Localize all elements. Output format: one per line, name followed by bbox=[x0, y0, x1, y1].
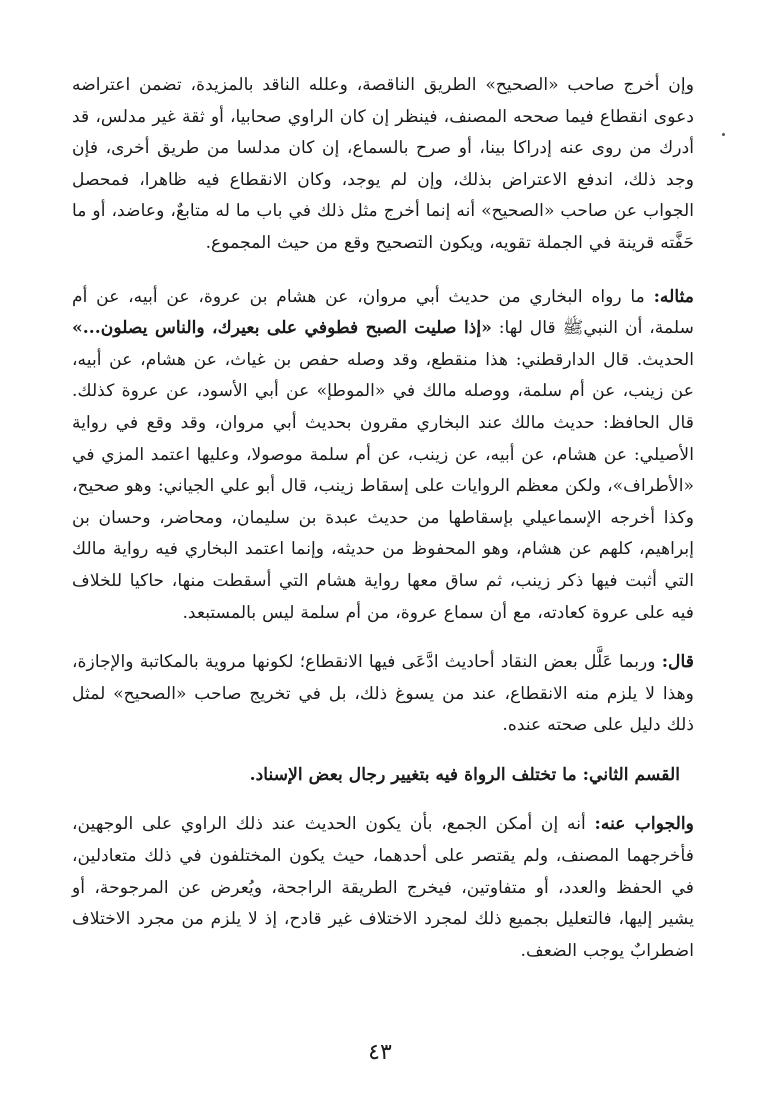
page-body bbox=[72, 70, 694, 967]
answer-label: والجواب عنه: bbox=[594, 814, 694, 835]
paragraph-answer bbox=[72, 809, 694, 967]
paragraph-1 bbox=[72, 70, 694, 260]
example-text-rest: الحديث. قال الدارقطني: هذا منقطع، وقد وصله حفص بن غياث، عن هشام، عن أبيه، عن زينب، عن أم سلمة، ووصله مالك في «الموطإ» عن أبي الأسود، عن عروة كذلك. قال الحافظ: حديث مالك عند البخاري مقرون بحديث أبي مروان، وقد وقع في رواية الأصيلي: عن هشام، عن أبيه، عن زينب، عن أم سلمة موصولا، وعليها اعتمد المزي في «الأطراف»، ولكن معظم الروايات على إسقاط زينب، قال أبو علي الجياني: وهو صحيح، وكذا أخرجه الإسماعيلي بإسقاطها من حديث عبدة بن سليمان، ومحاضر، وحسان بن إبراهيم، كلهم عن هشام، وهو المحفوظ من حديثه، وإنما اعتمد البخاري فيه رواية مالك التي أثبت فيها ذكر زينب، ثم ساق معها رواية هشام التي أسقطت منها، حاكيا للخلاف فيه على عروة كعادته، مع أن سماع عروة، من أم سلمة ليس بالمستبعد. bbox=[72, 349, 694, 623]
qal-label: قال: bbox=[661, 652, 694, 673]
example-label: مثاله: bbox=[653, 286, 694, 307]
example-text-start: ما رواه البخاري من حديث أبي مروان، عن هشام بن عروة، عن أبيه، عن أم سلمة، أن النبيﷺ قال لها: bbox=[72, 286, 694, 339]
paragraph-1-text: وإن أخرج صاحب «الصحيح» الطريق الناقصة، وعلله الناقد بالمزيدة، تضمن اعتراضه دعوى انقطاع فيما صححه المصنف، فينظر إن كان الراوي صحابيا، أو ثقة غير مدلس، قد أدرك من روى عنه إدراكا بينا، أو صرح بالسماع، إن كان مدلسا من طريق أخرى، فإن وجد ذلك، اندفع الاعتراض بذلك، وإن لم يوجد، وكان الانقطاع فيه ظاهرا، فمحصل الجواب عن صاحب «الصحيح» أنه إنما أخرج مثل ذلك في باب ما له متابعٌ، وعاضد، أو ما حَفَّته قرينة في الجملة تقويه، ويكون التصحيح وقع من حيث المجموع. bbox=[72, 75, 694, 253]
paragraph-qal bbox=[72, 647, 694, 742]
page-number: ٤٣ bbox=[368, 1040, 392, 1065]
answer-text: أنه إن أمكن الجمع، بأن يكون الحديث عند ذلك الراوي على الوجهين، فأخرجهما المصنف، ولم يقتصر على أحدهما، حيث يكون المختلفون في ذلك متعادلين، في الحفظ والعدد، أو متفاوتين، فيخرج الطريقة الراجحة، ويُعرض عن المرجوحة، أو يشير إليها، فالتعليل بجميع ذلك لمجرد الاختلاف غير قادح، إذ لا يلزم من مجرد الاختلاف اضطرابٌ يوجب الضعف. bbox=[72, 814, 694, 961]
qal-text: وربما عَلَّل بعض النقاد أحاديث ادَّعَى فيها الانقطاع؛ لكونها مروية بالمكاتبة والإجازة، وهذا لا يلزم منه الانقطاع، عند من يسوغ ذلك، بل في تخريج صاحب «الصحيح» لمثل ذلك دليل على صحته عنده. bbox=[72, 652, 694, 736]
hadith-quote: «إذا صليت الصبح فطوفي على بعيرك، والناس يصلون...» bbox=[72, 318, 492, 339]
margin-mark bbox=[722, 133, 725, 136]
paragraph-example bbox=[72, 282, 694, 630]
section-heading: القسم الثاني: ما تختلف الرواة فيه بتغيير رجال بعض الإسناد. bbox=[249, 764, 680, 785]
